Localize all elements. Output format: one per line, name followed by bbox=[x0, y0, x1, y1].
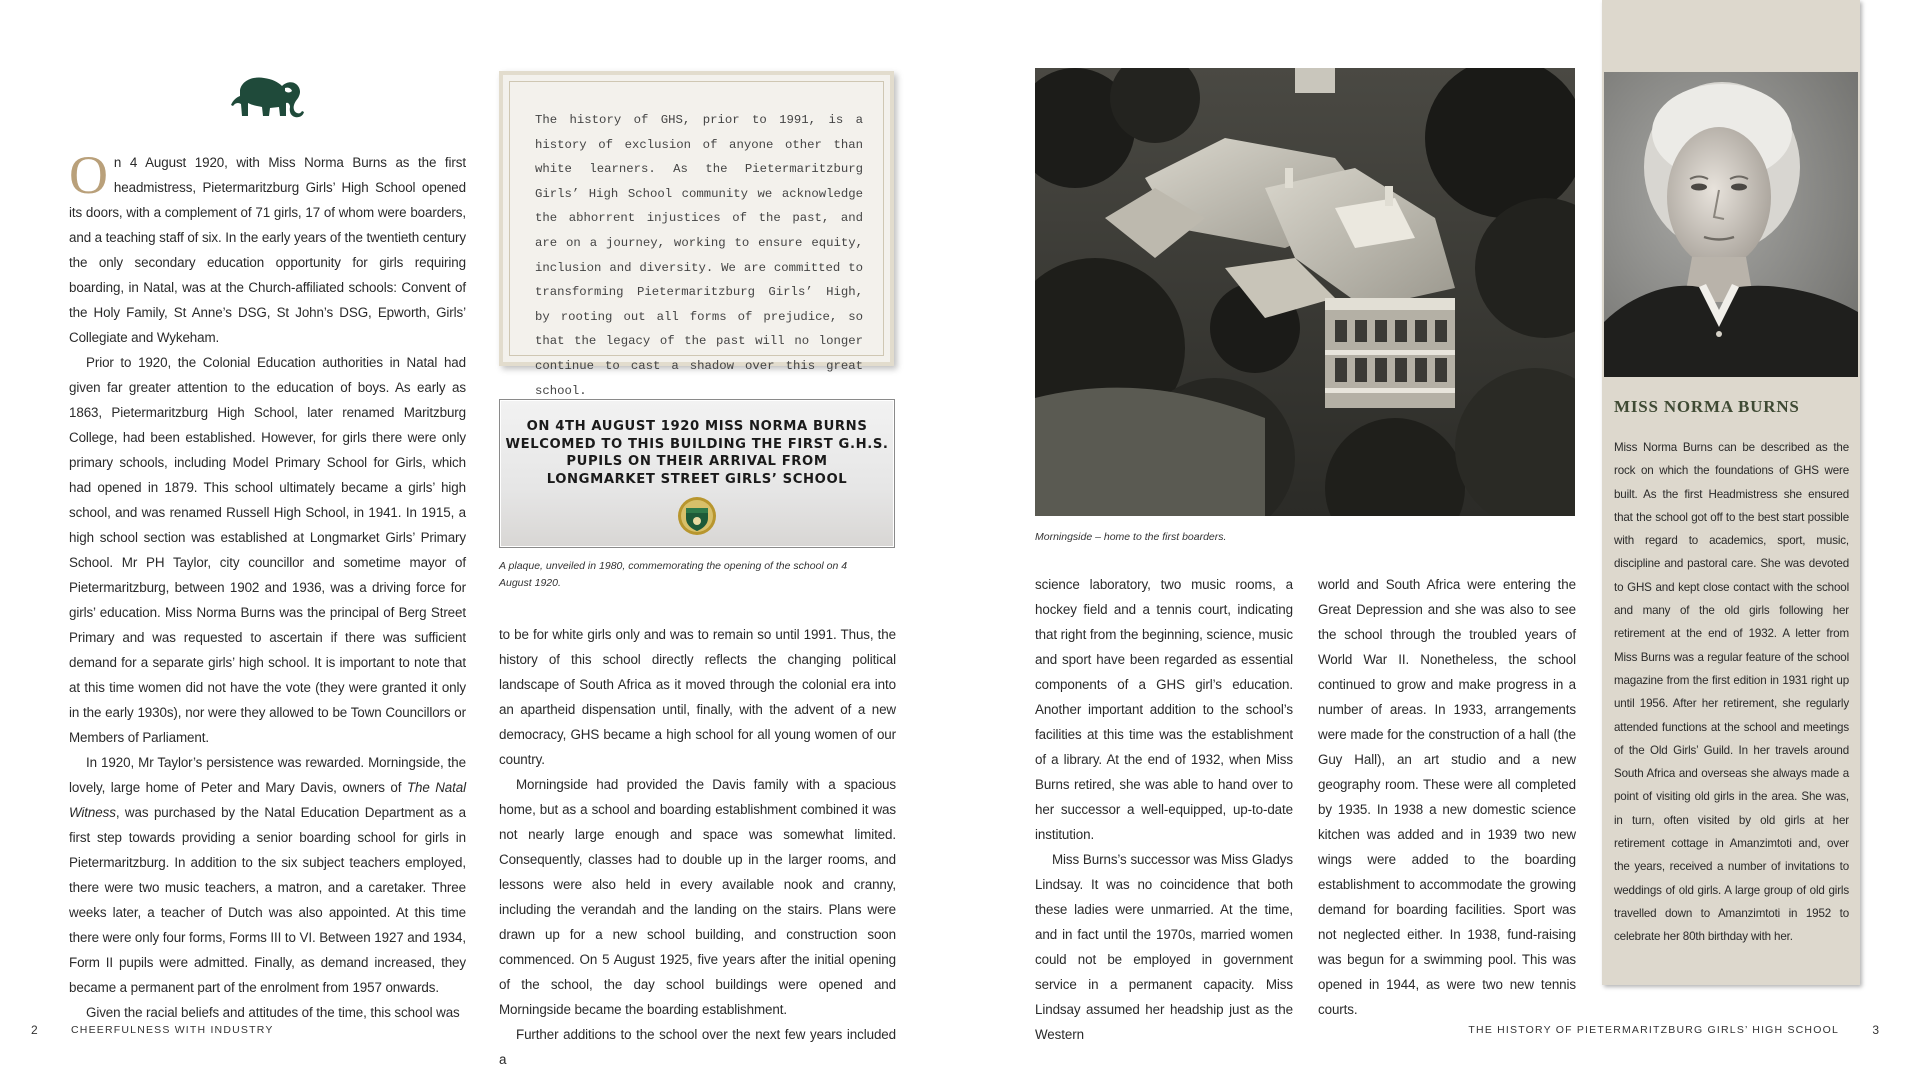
intro-paragraph bbox=[69, 145, 466, 350]
school-crest-icon bbox=[677, 496, 717, 536]
elephant-logo-icon bbox=[228, 72, 306, 122]
footer-book-subtitle: THE HISTORY OF PIETERMARITZBURG GIRLS’ HIGH SCHOOL bbox=[1468, 1024, 1839, 1036]
paragraph: Further additions to the school over the next few years included a bbox=[499, 1027, 896, 1067]
publication-title: The Natal Witness bbox=[69, 780, 466, 820]
paragraph: science laboratory, two music rooms, a hockey field and a tennis court, indicating that right from the beginning, science, music and sport have been regarded as essential components of a GHS girl’s education. Another important addition to the school’s facilities at this time was the establishment of a library. At the end of 1932, when Miss Burns retired, she was able to hand over to her successor a well-equipped, up-to-date institution. bbox=[1035, 577, 1293, 842]
plaque-line: ON 4TH AUGUST 1920 MISS NORMA BURNS bbox=[526, 419, 868, 434]
portrait-photo-norma-burns bbox=[1604, 72, 1858, 377]
quote-text: The history of GHS, prior to 1991, is a history of exclusion of anyone other than white learners. As the Pietermaritzburg Girls’ High School community we acknowledge the abhorrent injustices of the past, and are on a journey, working to ensure equity, inclusion and diversity. We are committed to transforming Pietermaritzburg Girls’ High, by rooting out all forms of prejudice, so that the legacy of the past will no longer continue to cast a shadow over this great school. bbox=[535, 113, 863, 398]
aerial-photo-morningside bbox=[1035, 68, 1575, 516]
paragraph: Morningside had provided the Davis family with a spacious home, but as a school and boarding establishment combined it was not nearly large enough and space was somewhat limited. Consequently, classes had to double up in the larger rooms, and lessons were also held in every available nook and cranny, including the verandah and the landing on the stairs. Plans were drawn up for a new school building, and construction soon commenced. On 5 August 1925, five years after the initial opening of the school, the day school buildings were opened and Morningside became the boarding establishment. bbox=[499, 777, 896, 1017]
right-column-2 bbox=[1318, 572, 1576, 1022]
profile-sidebar bbox=[1602, 0, 1860, 985]
page-number-right: 3 bbox=[1872, 1023, 1879, 1037]
paragraph-text: n 4 August 1920, with Miss Norma Burns as the first headmistress, Pietermaritzburg Girls’ High School opened its doors, with a complement of 71 girls, 17 of whom were boarders, and a teaching staff of six. In the early years of the twentieth century the only secondary education opportunity for girls requiring boarding, in Natal, was at the Church-affiliated schools: Convent of the Holy Family, St Anne’s DSG, St John’s DSG, Epworth, Girls’ Collegiate and Wykeham. bbox=[69, 155, 466, 345]
plaque-line: PUPILS ON THEIR ARRIVAL FROM bbox=[566, 454, 828, 469]
sidebar-text: Miss Norma Burns can be described as the rock on which the foundations of GHS were built. As the first Headmistress she ensured that the school got off to the best start possible with regard to academics, sport, music, discipline and pastoral care. She was devoted to GHS and kept close contact with the school and many of the old girls following her retirement at the end of 1932. A letter from Miss Burns was a regular feature of the school magazine from the first edition in 1931 right up until 1956. After her retirement, she regularly attended functions at the school and meetings of the Old Girls’ Guild. In her travels around South Africa and overseas she always made a point of visiting old girls in the area. She was, in turn, often visited by old girls at her retirement cottage in Amanzimtoti and, over the years, received a number of invitations to weddings of old girls. A large group of old girls travelled down to Amanzimtoti in 1952 to celebrate her 80th birthday with her. bbox=[1614, 441, 1849, 944]
paragraph: Prior to 1920, the Colonial Education authorities in Natal had given far greater attention to the education of boys. As early as 1863, Pietermaritzburg High School, later renamed Maritzburg College, had been established. However, for girls there were only primary schools, including Model Primary School for Girls, which had opened in 1879. This school ultimately became a girls’ high school, and was renamed Russell High School, in 1941. In 1915, a high school section was established at Longmarket Girls’ Primary School. Mr PH Taylor, city councillor and sometime mayor of Pietermaritzburg, between 1902 and 1936, was a driving force for girls’ education. Miss Norma Burns was the principal of Berg Street Primary and was requested to ascertain if there was sufficient demand for a separate girls’ high school. It is important to note that at this time women did not have the vote (they were granted it only in the early 1930s), nor were they allowed to be Town Councillors or Members of Parliament. bbox=[69, 355, 466, 745]
plaque-inscription bbox=[500, 418, 894, 488]
paragraph: to be for white girls only and was to remain so until 1991. Thus, the history of this school directly reflects the changing political landscape of South Africa as it moved through the colonial era into an apartheid dispensation until, finally, with the advent of a new democracy, GHS became a high school for all young women of our country. bbox=[499, 627, 896, 767]
left-column-2 bbox=[499, 622, 896, 1069]
paragraph bbox=[69, 750, 466, 1000]
paragraph: world and South Africa were entering the Great Depression and she was also to see the school through the troubled years of World War II. Nonetheless, the school continued to grow and make progress in a number of areas. In 1933, arrangements were made for the construction of a hall (the Guy Hall), an art studio and a new geography room. These were all completed by 1935. In 1938 a new domestic science kitchen was added and in 1939 two new wings were added to the boarding establishment to accommodate the growing demand for boarding facilities. Sport was not neglected either. In 1938, fund-raising was begun for a swimming pool. This was opened in 1944, as were two new tennis courts. bbox=[1318, 577, 1576, 1017]
plaque-image bbox=[499, 399, 895, 548]
footer-book-title: CHEERFULNESS WITH INDUSTRY bbox=[71, 1024, 274, 1036]
acknowledgement-quote-box bbox=[499, 71, 894, 398]
plaque-line: LONGMARKET STREET GIRLS’ SCHOOL bbox=[546, 471, 848, 487]
paragraph-text: In 1920, Mr Taylor’s persistence was rewarded. Morningside, the lovely, large home of Peter and Mary Davis, owners of bbox=[69, 755, 466, 795]
quote-frame bbox=[509, 81, 884, 398]
page-number-left: 2 bbox=[31, 1023, 38, 1037]
sidebar-title: MISS NORMA BURNS bbox=[1614, 397, 1800, 416]
plaque-line: WELCOMED TO THIS BUILDING THE FIRST G.H.S. bbox=[505, 436, 889, 452]
drop-cap: O bbox=[69, 145, 108, 205]
left-column-1 bbox=[69, 145, 466, 1025]
paragraph: Given the racial beliefs and attitudes of the time, this school was bbox=[86, 1005, 460, 1020]
right-column-1 bbox=[1035, 572, 1293, 1047]
photo-caption: Morningside – home to the first boarders. bbox=[1035, 531, 1227, 543]
paragraph-text: , was purchased by the Natal Education Department as a first step towards providing a senior boarding school for girls in Pietermaritzburg. In addition to the six subject teachers employed, there were two music teachers, a matron, and a caretaker. Three weeks later, a teacher of Dutch was also appointed. At this time there were only four forms, Forms III to VI. Between 1927 and 1934, Form II pupils were admitted. Finally, as demand increased, they became a permanent part of the enrolment from 1957 onwards. bbox=[69, 805, 466, 995]
plaque-caption: A plaque, unveiled in 1980, commemorating the opening of the school on 4 August 1920. bbox=[499, 560, 848, 589]
paragraph: Miss Burns’s successor was Miss Gladys Lindsay. It was no coincidence that both these ladies were unmarried. At the time, and in fact until the 1970s, married women could not be employed in government service in a permanent capacity. Miss Lindsay assumed her headship just as the Western bbox=[1035, 852, 1293, 1042]
